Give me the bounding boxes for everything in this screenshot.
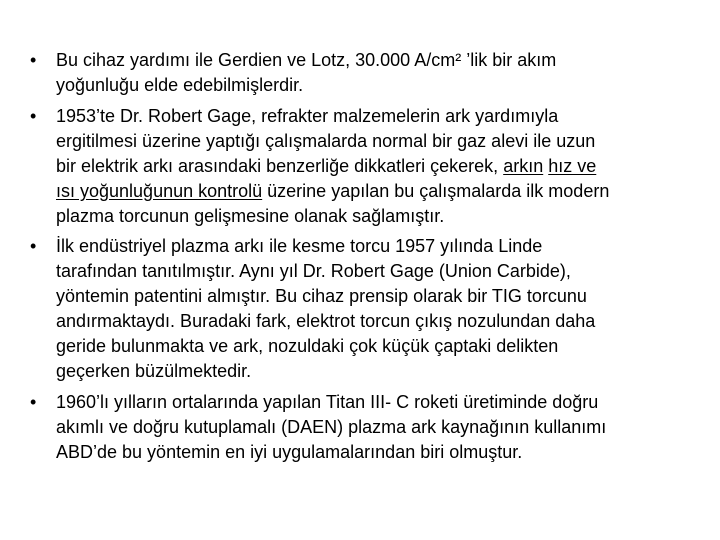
text-line: İlk endüstriyel plazma arkı ile kesme torcu 1957 yılında Linde xyxy=(56,236,543,256)
bullet-marker: • xyxy=(30,50,37,70)
bullet-marker: • xyxy=(30,106,37,126)
text-line: geçerken büzülmektedir. xyxy=(56,361,252,381)
text-line: akımlı ve doğru kutuplamalı (DAEN) plazma ark kaynağının kullanımı xyxy=(56,417,607,437)
text-line: 1960’lı yılların ortalarında yapılan Titan III- C roketi üretiminde doğru xyxy=(56,392,599,412)
underlined-text: ısı yoğunluğunun kontrolü xyxy=(56,181,263,201)
text-line: andırmaktaydı. Buradaki fark, elektrot torcun çıkış nozulundan daha xyxy=(56,311,596,331)
text-segment: üzerine yapılan bu çalışmalarda ilk modern xyxy=(262,181,610,201)
text-line: plazma torcunun gelişmesine olanak sağlamıştır. xyxy=(56,206,445,226)
text-line xyxy=(56,154,596,179)
text-line: ergitilmesi üzerine yaptığı çalışmalarda normal bir gaz alevi ile uzun xyxy=(56,131,596,151)
text-line: ABD’de bu yöntemin en iyi uygulamalarından biri olmuştur. xyxy=(56,442,523,462)
underlined-text: hız ve xyxy=(548,156,597,176)
bullet-marker: • xyxy=(30,392,37,412)
text-line: yoğunluğu elde edebilmişlerdir. xyxy=(56,75,304,95)
text-segment: bir elektrik arkı arasındaki benzerliğe dikkatleri çekerek, xyxy=(56,156,504,176)
bullet-marker: • xyxy=(30,236,37,256)
text-line: 1953’te Dr. Robert Gage, refrakter malzemelerin ark yardımıyla xyxy=(56,106,559,126)
text-line: geride bulunmakta ve ark, nozuldaki çok küçük çaptaki delikten xyxy=(56,336,559,356)
underlined-text: arkın xyxy=(503,156,544,176)
text-line: yöntemin patentini almıştır. Bu cihaz prensip olarak bir TIG torcunu xyxy=(56,286,587,306)
text-line: tarafından tanıtılmıştır. Aynı yıl Dr. Robert Gage (Union Carbide), xyxy=(56,261,571,281)
text-line xyxy=(56,179,609,204)
text-line: Bu cihaz yardımı ile Gerdien ve Lotz, 30.000 A/cm² ’lik bir akım xyxy=(56,50,557,70)
